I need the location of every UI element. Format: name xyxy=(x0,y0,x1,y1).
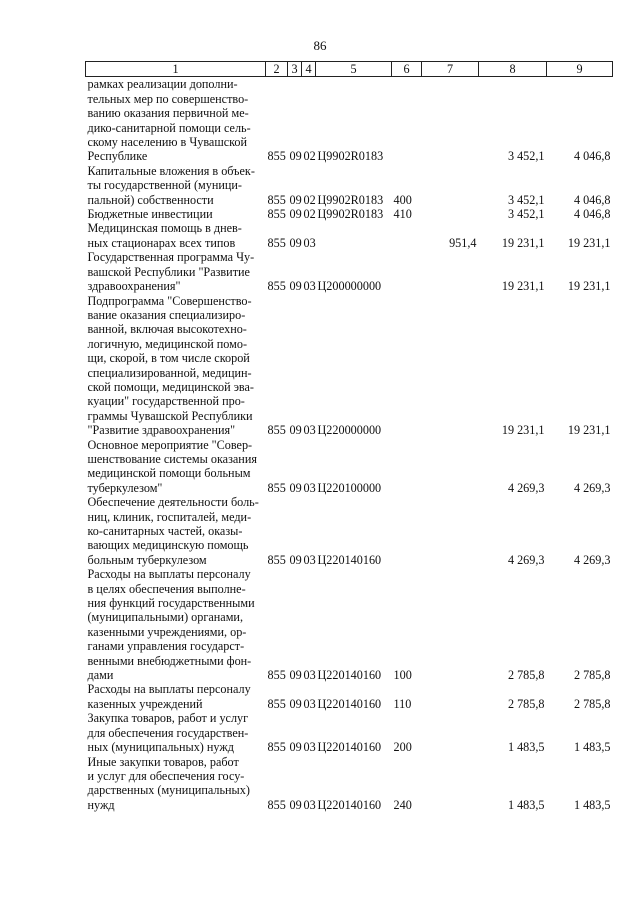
row-description: Основное мероприятие "Совер- шенствование системы оказания медицинской помощи больным туберкулезом" xyxy=(87,437,257,495)
row-subsection-code: 03 xyxy=(303,279,316,294)
row-section-code: 09 xyxy=(289,797,302,812)
row-section-code: 09 xyxy=(289,149,302,164)
row-section-code: 09 xyxy=(289,668,302,683)
row-target-article: Ц9902R0183 xyxy=(317,149,384,164)
header-row xyxy=(86,62,613,77)
row-target-article: Ц220000000 xyxy=(317,423,382,438)
row-section-code: 09 xyxy=(289,279,302,294)
table-row xyxy=(86,294,613,438)
row-ministry-code: 855 xyxy=(267,279,286,294)
row-ministry-code: 855 xyxy=(267,423,286,438)
row-expense-type xyxy=(392,294,422,438)
row-expense-type xyxy=(392,495,422,567)
row-amount-year-1: 19 231,1 xyxy=(501,279,545,294)
row-amount-year-1: 3 452,1 xyxy=(507,192,545,207)
row-value-7 xyxy=(422,438,479,496)
row-ministry-code: 855 xyxy=(267,797,286,812)
row-section-code: 09 xyxy=(289,423,302,438)
row-section-code: 09 xyxy=(289,207,302,222)
row-description: Иные закупки товаров, работ и услуг для обеспечения госу- дарственных (муниципальных) нужд xyxy=(87,754,250,812)
row-amount-year-2: 19 231,1 xyxy=(567,279,611,294)
row-subsection-code: 03 xyxy=(303,696,316,711)
row-amount-year-1: 4 269,3 xyxy=(507,552,545,567)
row-description: Подпрограмма "Совершенство- вание оказания специализиро- ванной, включая высокотехно- логичную, медицинской помо- щи, скорой, в том числе скорой специализированной, медицин- ской помощи, медицинской эва- куации" государственной про- граммы Чувашской Республики "Развитие здравоохранения" xyxy=(87,293,254,438)
row-expense-type: 410 xyxy=(393,207,412,222)
row-amount-year-2: 4 046,8 xyxy=(573,192,611,207)
col-header: 1 xyxy=(86,62,266,77)
row-expense-type: 100 xyxy=(393,668,412,683)
row-subsection-code: 03 xyxy=(303,552,316,567)
row-subsection-code: 02 xyxy=(303,149,316,164)
row-value-7 xyxy=(422,294,479,438)
row-ministry-code: 855 xyxy=(267,480,286,495)
row-description: Бюджетные инвестиции xyxy=(87,207,213,222)
row-ministry-code: 855 xyxy=(267,668,286,683)
row-value-7 xyxy=(422,495,479,567)
table-row xyxy=(86,495,613,567)
table-row xyxy=(86,567,613,682)
col-header: 9 xyxy=(547,62,613,77)
table-row xyxy=(86,711,613,754)
row-amount-year-1: 2 785,8 xyxy=(507,668,545,683)
row-value-7 xyxy=(422,164,479,207)
row-value-7 xyxy=(422,755,479,813)
row-amount-year-1: 1 483,5 xyxy=(507,797,545,812)
row-subsection-code: 03 xyxy=(303,797,316,812)
row-section-code: 09 xyxy=(289,696,302,711)
row-subsection-code: 03 xyxy=(303,668,316,683)
row-section-code: 09 xyxy=(289,740,302,755)
row-value-7 xyxy=(422,77,479,164)
row-amount-year-2: 2 785,8 xyxy=(573,696,611,711)
row-expense-type: 240 xyxy=(393,797,412,812)
table-row xyxy=(86,77,613,164)
row-amount-year-1: 1 483,5 xyxy=(507,740,545,755)
row-expense-type: 400 xyxy=(393,192,412,207)
table-row xyxy=(86,755,613,813)
row-target-article xyxy=(316,221,392,250)
table-row xyxy=(86,207,613,221)
row-description: Капитальные вложения в объек- ты государственной (муници- пальной) собственности xyxy=(87,163,255,207)
table-row xyxy=(86,682,613,711)
row-ministry-code: 855 xyxy=(267,740,286,755)
row-target-article: Ц220140160 xyxy=(317,668,382,683)
row-target-article: Ц220100000 xyxy=(317,480,382,495)
row-amount-year-1: 2 785,8 xyxy=(507,696,545,711)
row-description: Закупка товаров, работ и услуг для обеспечения государствен- ных (муниципальных) нужд xyxy=(87,711,249,755)
row-subsection-code: 03 xyxy=(303,423,316,438)
row-expense-type xyxy=(392,250,422,293)
row-value-7 xyxy=(422,682,479,711)
row-amount-year-2: 1 483,5 xyxy=(573,740,611,755)
row-value-7 xyxy=(422,207,479,221)
row-amount-year-1: 19 231,1 xyxy=(501,235,545,250)
row-expense-type xyxy=(392,221,422,250)
row-ministry-code: 855 xyxy=(267,552,286,567)
row-description: Расходы на выплаты персоналу казенных учреждений xyxy=(87,682,251,711)
row-description: Медицинская помощь в днев- ных стационарах всех типов xyxy=(87,221,242,250)
row-expense-type: 110 xyxy=(393,696,412,711)
row-description: Расходы на выплаты персоналу в целях обеспечения выполне- ния функций государственными (муниципальными) органами, казенными учреждениями, ор- ганами управления государст- венными внебюджетными фон- дами xyxy=(87,567,255,683)
row-section-code: 09 xyxy=(289,192,302,207)
row-expense-type: 200 xyxy=(393,740,412,755)
row-description: рамках реализации дополни- тельных мер по совершенство- ванию оказания первичной ме- дико-санитарной помощи сель- скому населению в Чувашской Республике xyxy=(87,77,251,164)
row-description: Обеспечение деятельности боль- ниц, клиник, госпиталей, меди- ко-санитарных частей, оказы- вающих медицинскую помощь больным туберкулезом xyxy=(87,495,259,567)
col-header: 2 xyxy=(266,62,288,77)
row-section-code: 09 xyxy=(289,552,302,567)
row-value-7: 951,4 xyxy=(449,235,477,250)
col-header: 4 xyxy=(302,62,316,77)
row-value-7 xyxy=(422,567,479,682)
row-ministry-code: 855 xyxy=(267,696,286,711)
row-expense-type xyxy=(392,77,422,164)
row-ministry-code: 855 xyxy=(267,192,286,207)
row-target-article: Ц220140160 xyxy=(317,797,382,812)
row-section-code: 09 xyxy=(289,235,302,250)
budget-table xyxy=(85,61,613,812)
row-target-article: Ц220140160 xyxy=(317,552,382,567)
row-amount-year-2: 4 269,3 xyxy=(573,480,611,495)
row-amount-year-1: 19 231,1 xyxy=(501,423,545,438)
row-subsection-code: 02 xyxy=(303,192,316,207)
col-header: 5 xyxy=(316,62,392,77)
table-row xyxy=(86,250,613,293)
row-ministry-code: 855 xyxy=(267,207,286,222)
row-description: Государственная программа Чу- вашской Республики "Развитие здравоохранения" xyxy=(87,250,255,294)
row-value-7 xyxy=(422,711,479,754)
row-amount-year-2: 19 231,1 xyxy=(567,235,611,250)
row-subsection-code: 03 xyxy=(303,480,316,495)
row-target-article: Ц9902R0183 xyxy=(317,207,384,222)
row-target-article: Ц220140160 xyxy=(317,740,382,755)
page-number: 86 xyxy=(313,38,327,53)
col-header: 8 xyxy=(479,62,547,77)
row-section-code: 09 xyxy=(289,480,302,495)
row-target-article: Ц9902R0183 xyxy=(317,192,384,207)
row-subsection-code: 02 xyxy=(303,207,316,222)
row-amount-year-2: 4 046,8 xyxy=(573,207,611,222)
row-ministry-code: 855 xyxy=(267,235,286,250)
row-amount-year-1: 3 452,1 xyxy=(507,149,545,164)
row-amount-year-2: 4 046,8 xyxy=(573,149,611,164)
col-header: 3 xyxy=(288,62,302,77)
row-amount-year-2: 19 231,1 xyxy=(567,423,611,438)
row-amount-year-1: 4 269,3 xyxy=(507,480,545,495)
row-expense-type xyxy=(392,438,422,496)
row-target-article: Ц200000000 xyxy=(317,279,382,294)
row-subsection-code: 03 xyxy=(303,740,316,755)
table-row xyxy=(86,221,613,250)
col-header: 7 xyxy=(422,62,479,77)
row-amount-year-2: 4 269,3 xyxy=(573,552,611,567)
row-amount-year-1: 3 452,1 xyxy=(507,207,545,222)
row-amount-year-2: 2 785,8 xyxy=(573,668,611,683)
table-row xyxy=(86,438,613,496)
row-subsection-code: 03 xyxy=(303,235,316,250)
table-row xyxy=(86,164,613,207)
row-target-article: Ц220140160 xyxy=(317,696,382,711)
col-header: 6 xyxy=(392,62,422,77)
row-ministry-code: 855 xyxy=(267,149,286,164)
row-value-7 xyxy=(422,250,479,293)
row-amount-year-2: 1 483,5 xyxy=(573,797,611,812)
